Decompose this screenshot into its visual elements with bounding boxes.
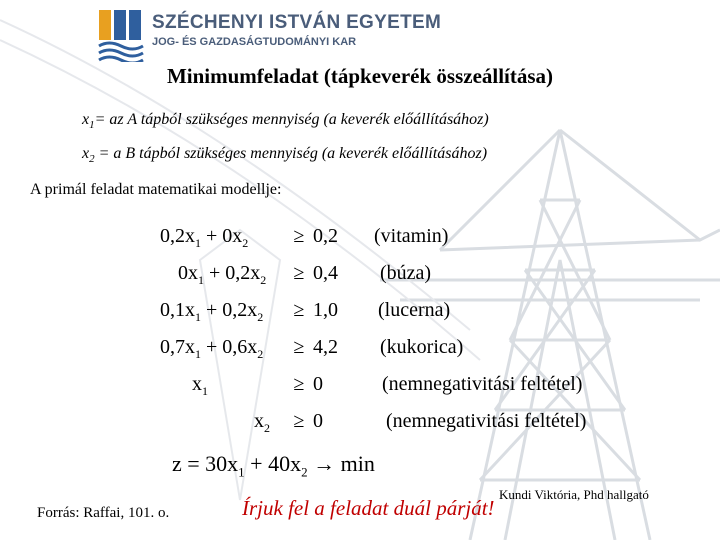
- constraint-lhs: $0,7x_1 + 0,6x_2$: [160, 336, 264, 361]
- slide-title: Minimumfeladat (tápkeverék összeállítása): [166, 64, 554, 88]
- model-label: A primál feladat matematikai modellje:: [30, 181, 282, 198]
- constraint-lhs: $0,2x_1 + 0x_2$: [160, 225, 249, 250]
- nonneg-var: $x_1$: [192, 373, 208, 398]
- source-citation: Forrás: Raffai, 101. o.: [37, 505, 170, 521]
- constraint-rhs: ≥ 0,2: [293, 225, 338, 247]
- constraint-label: (búza): [380, 262, 432, 284]
- constraint-rhs: ≥ 0,4: [293, 262, 338, 284]
- constraint-label: (kukorica): [380, 336, 464, 358]
- constraint-label: (lucerna): [378, 299, 451, 321]
- definition-x2: $x_2 = a$ B tápból szükséges mennyiség (a keverék előállításához): [82, 145, 488, 166]
- objective-function: $z = 30x_1 + 40x_2 \to \min$: [172, 451, 375, 480]
- constraint-rhs: ≥ 4,2: [293, 336, 338, 358]
- nonneg-label: (nemnegativitási feltétel): [386, 410, 587, 432]
- university-name: SZÉCHENYI ISTVÁN EGYETEM: [152, 12, 442, 33]
- dual-task-note: Írjuk fel a feladat duál párját!: [242, 496, 495, 520]
- constraint-rhs: ≥ 1,0: [293, 299, 338, 321]
- nonneg-rhs: ≥ 0: [293, 373, 323, 395]
- nonneg-label: (nemnegativitási feltétel): [382, 373, 583, 395]
- nonneg-var: $x_2$: [254, 410, 270, 435]
- university-logo-icon: [97, 8, 145, 62]
- nonneg-rhs: ≥ 0: [293, 410, 323, 432]
- constraint-lhs: $0x_1 + 0,2x_2$: [178, 262, 267, 287]
- faculty-name: JOG- ÉS GAZDASÁGTUDOMÁNYI KAR: [152, 36, 357, 48]
- author-credit: Kundi Viktória, Phd hallgató: [499, 487, 649, 502]
- constraint-label: (vitamin): [374, 225, 449, 247]
- definition-x1: $x_1=$ az A tápból szükséges mennyiség (a keverék előállításához): [82, 111, 489, 132]
- constraint-lhs: $0,1x_1 + 0,2x_2$: [160, 299, 264, 324]
